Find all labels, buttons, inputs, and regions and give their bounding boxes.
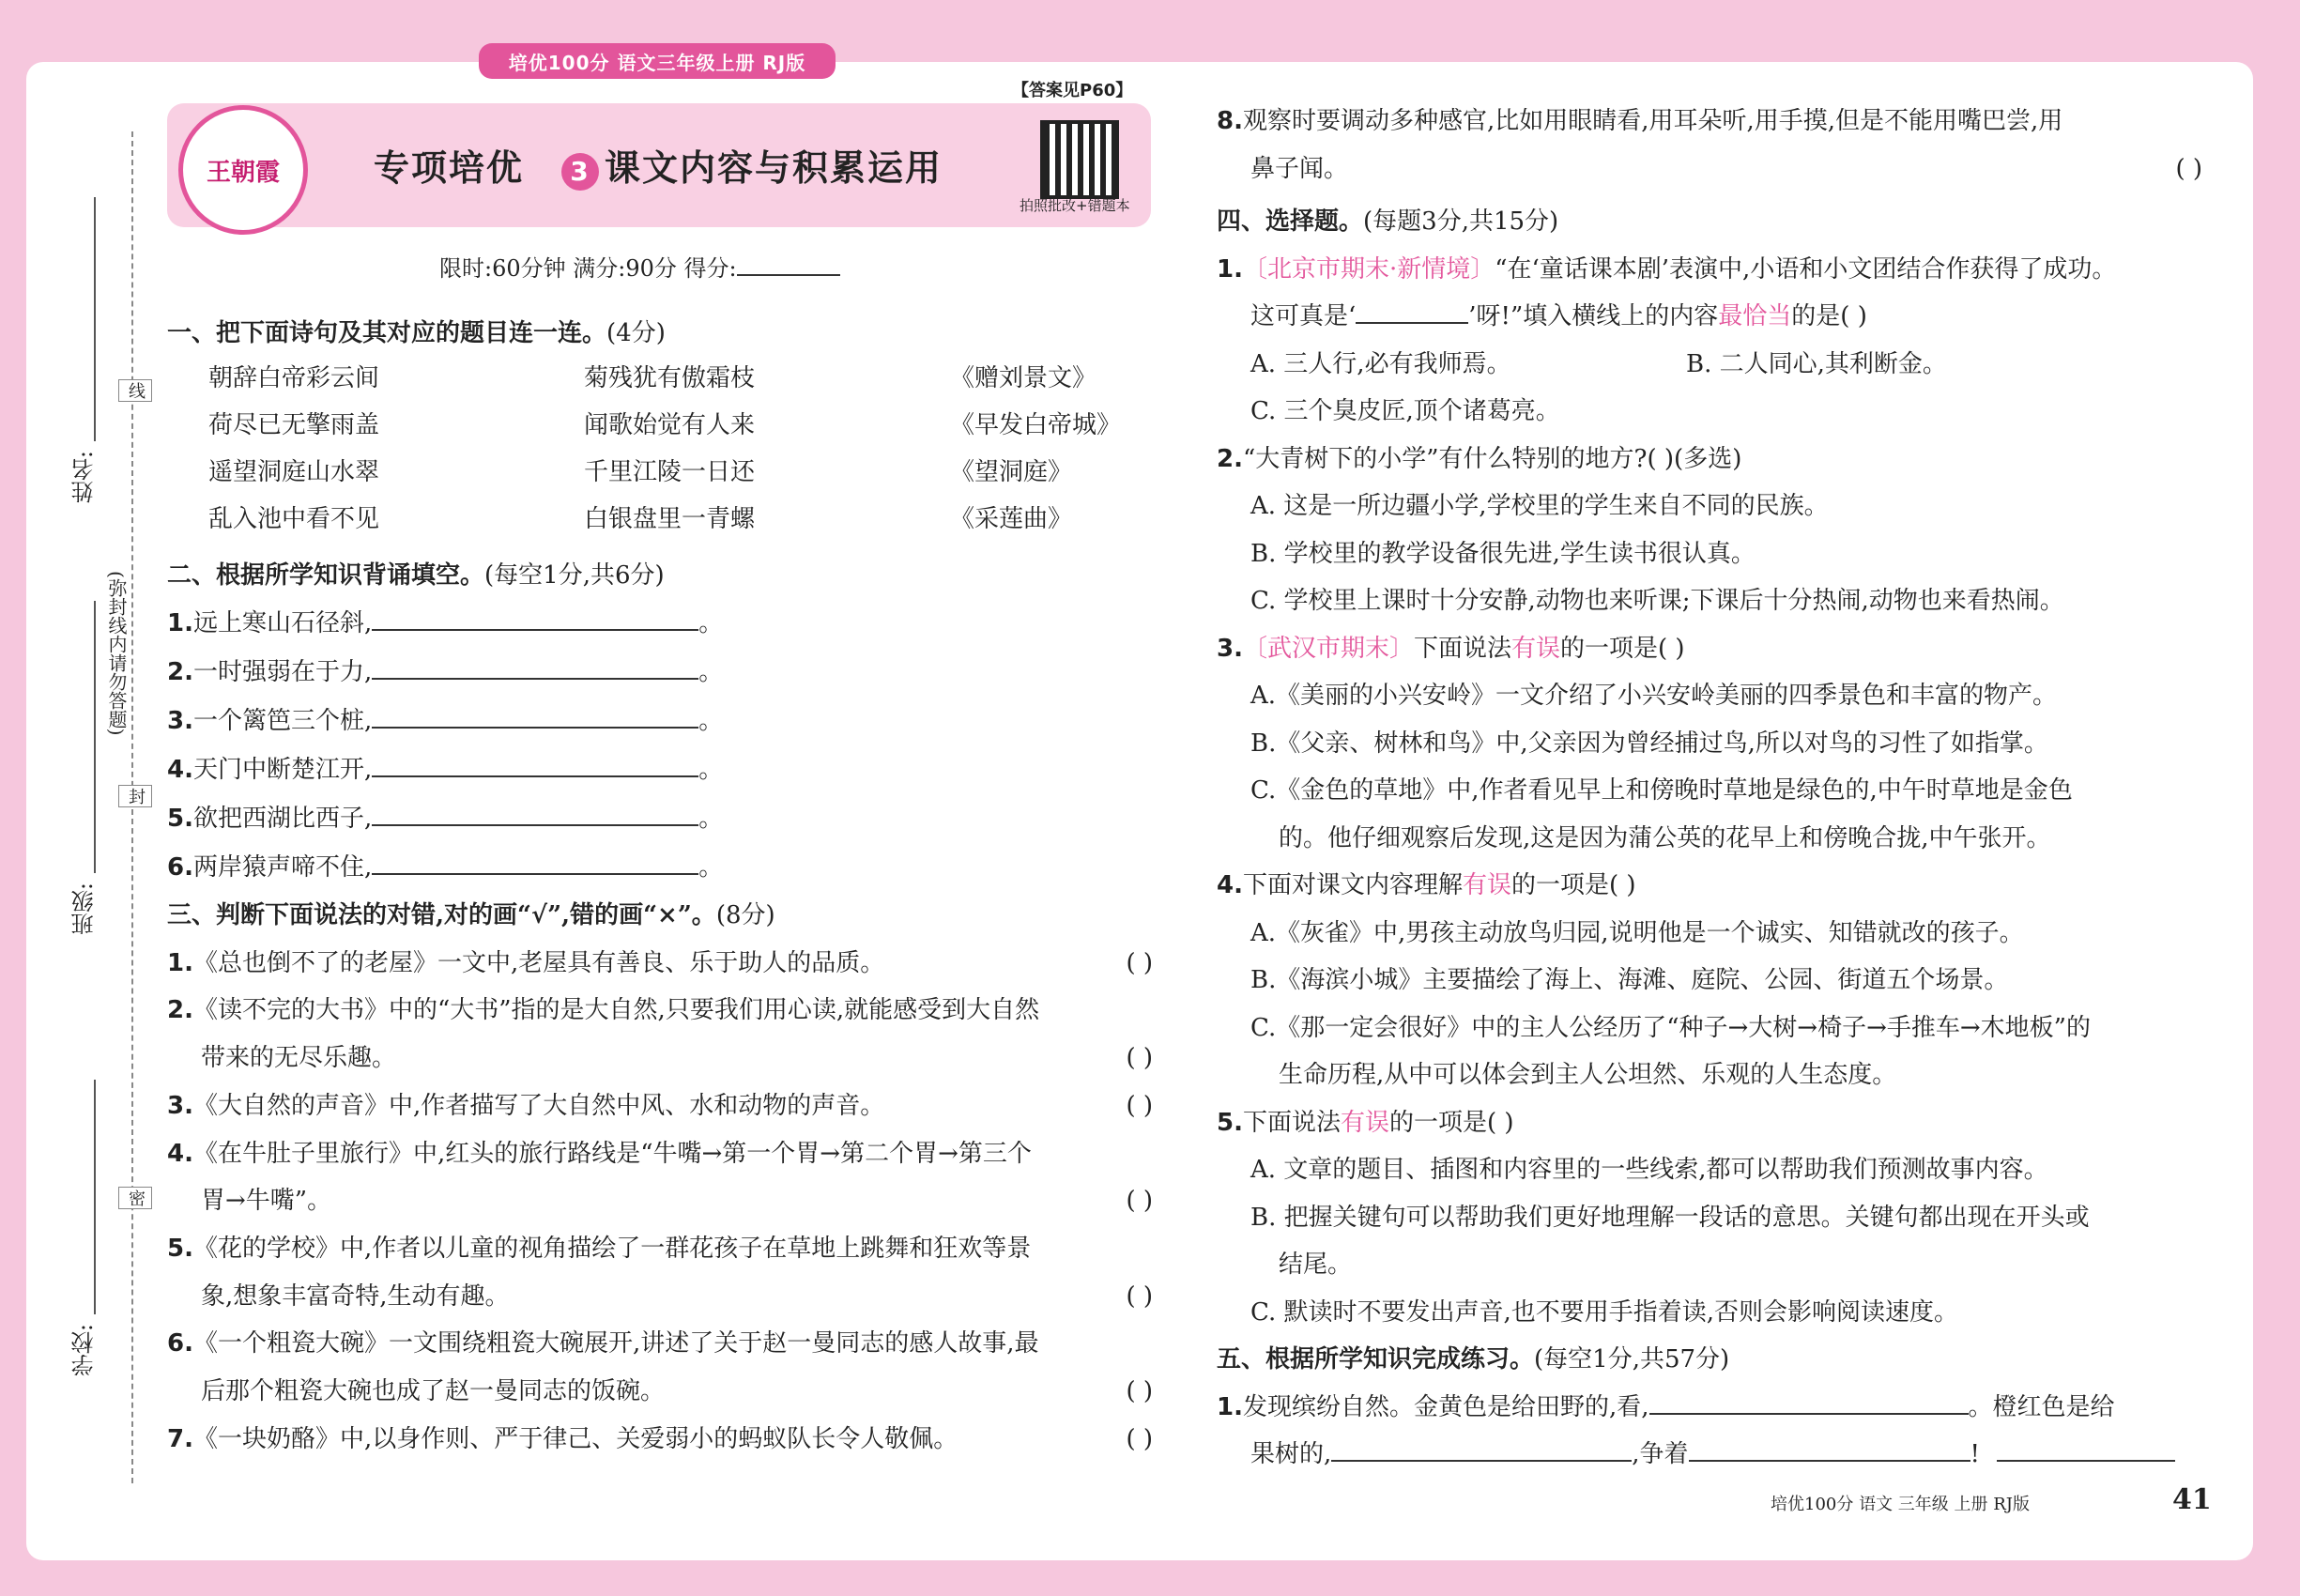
poem-match-grid: [167, 355, 1153, 543]
judge-item: 4.《在牛肚子里旅行》中,红头的旅行路线是“牛嘴→第一个胃→第二个胃→第三个: [167, 1139, 1032, 1168]
poem-title[interactable]: 《采莲曲》: [950, 505, 1073, 533]
judge-item-cont: 鼻子闻。 ( ): [1217, 146, 2202, 193]
poem-line[interactable]: 遥望洞庭山水翠: [208, 458, 380, 486]
brand-logo: 王朝霞: [178, 105, 308, 235]
fill-question-cont: 果树的, ,争着 !: [1217, 1431, 2202, 1479]
answer-paren[interactable]: ( ): [1126, 1377, 1153, 1406]
recite-item: 3.一个篱笆三个桩, 。: [167, 697, 1153, 745]
choice-option[interactable]: C.《金色的草地》中,作者看见早上和傍晚时草地是绿色的,中午时草地是金色: [1250, 776, 2073, 805]
seal-line: [131, 131, 133, 1483]
seal-note: (弥封线内请勿答题): [105, 571, 128, 736]
choice-option[interactable]: C. 学校里上课时十分安静,动物也来听课;下课后十分热闹,动物也来看热闹。: [1250, 587, 2064, 615]
answer-reference: 【答案见P60】: [1012, 81, 1133, 100]
choice-option[interactable]: B. 把握关键句可以帮助我们更好地理解一段话的意思。关键句都出现在开头或: [1250, 1203, 2090, 1232]
poem-line[interactable]: 荷尽已无擎雨盖: [208, 411, 380, 439]
choice-option[interactable]: A.《灰雀》中,男孩主动放鸟归园,说明他是一个诚实、知错就改的孩子。: [1250, 918, 2024, 947]
recite-item: 1.远上寒山石径斜, 。: [167, 599, 1153, 648]
section3-heading: 三、判断下面说法的对错,对的画“√”,错的画“×”。(8分): [167, 901, 775, 929]
judge-section: [167, 892, 1153, 1463]
poem-line[interactable]: 菊残犹有傲霜枝: [584, 364, 756, 392]
qr-code-icon[interactable]: [1040, 120, 1119, 199]
recite-blank[interactable]: [372, 753, 698, 777]
choice-option[interactable]: B.《父亲、树林和鸟》中,父亲因为曾经捕过鸟,所以对鸟的习性了如指掌。: [1250, 729, 2048, 758]
school-field[interactable]: [94, 1080, 96, 1314]
choice-question-cont: 这可真是‘ ’呀!”填入横线上的内容最恰当的是( ): [1217, 293, 2202, 341]
right-column: [1217, 98, 2202, 1479]
choice-option[interactable]: B. 学校里的教学设备很先进,学生读书很认真。: [1250, 539, 1756, 568]
choice-option[interactable]: A. 三人行,必有我师焉。 B. 二人同心,其利断金。: [1217, 341, 2202, 389]
judge-item-cont: 带来的无尽乐趣。 ( ): [167, 1035, 1153, 1082]
recite-item: 6.两岸猿声啼不住, 。: [167, 843, 1153, 892]
poem-title[interactable]: 《赠刘景文》: [950, 364, 1097, 392]
choice-option-cont: 结尾。: [1279, 1251, 1353, 1279]
choice-option[interactable]: C.《那一定会很好》中的主人公经历了“种子→大树→椅子→手推车→木地板”的: [1250, 1013, 2091, 1042]
exam-limits: [439, 250, 840, 283]
choice-option[interactable]: A.《美丽的小兴安岭》一文介绍了小兴安岭美丽的四季景色和丰富的物产。: [1250, 682, 2058, 710]
judge-item: 1.《总也倒不了的老屋》一文中,老屋具有善良、乐于助人的品质。 ( ): [167, 940, 1153, 988]
limits-text: 限时:60分钟 满分:90分 得分:: [439, 255, 737, 282]
fill-blank[interactable]: [1689, 1437, 1970, 1462]
choice-option[interactable]: C. 默读时不要发出声音,也不要用手指着读,否则会影响阅读速度。: [1250, 1297, 1959, 1327]
name-field[interactable]: [94, 197, 96, 441]
recite-blank[interactable]: [372, 655, 698, 680]
fill-question: 1.发现缤纷自然。金黄色是给田野的,看, 。橙红色是给: [1217, 1384, 2202, 1432]
book-tab: 培优100分 语文三年级上册 RJ版: [479, 43, 836, 79]
choice-question: 2.“大青树下的小学”有什么特别的地方?( )(多选): [1217, 444, 1742, 473]
seal-tag-line: 线: [118, 379, 152, 402]
fill-blank[interactable]: [1997, 1437, 2175, 1462]
section4-heading: 四、选择题。(每题3分,共15分): [1217, 207, 1559, 236]
title-number: 3: [561, 153, 599, 191]
section5-heading: 五、根据所学知识完成练习。(每空1分,共57分): [1217, 1345, 1730, 1373]
title-main: 课文内容与积累运用: [605, 147, 943, 189]
poem-line[interactable]: 乱入池中看不见: [208, 505, 380, 533]
seal-tag-seal: 封: [118, 785, 152, 807]
recite-blank[interactable]: [372, 606, 698, 631]
choice-option-cont: 的。他仔细观察后发现,这是因为蒲公英的花早上和傍晚合拢,中午张开。: [1279, 823, 2051, 852]
poem-line[interactable]: 千里江陵一日还: [584, 458, 756, 486]
title-prefix: 专项培优: [374, 147, 525, 189]
judge-item-cont: 后那个粗瓷大碗也成了赵一曼同志的饭碗。 ( ): [167, 1368, 1153, 1416]
recite-list: [167, 599, 1153, 892]
choice-question: 4.下面对课文内容理解有误的一项是( ): [1217, 871, 1636, 899]
source-tag: 〔北京市期末·新情境〕: [1242, 254, 1495, 284]
poem-title[interactable]: 《早发白帝城》: [950, 411, 1122, 439]
judge-item: 2.《读不完的大书》中的“大书”指的是大自然,只要我们用心读,就能感受到大自然: [167, 996, 1040, 1025]
answer-paren[interactable]: ( ): [1126, 1281, 1153, 1311]
judge-item: 5.《花的学校》中,作者以儿童的视角描绘了一群花孩子在草地上跳舞和狂欢等景: [167, 1234, 1032, 1263]
choice-question: 5.下面说法有误的一项是( ): [1217, 1108, 1514, 1137]
recite-item: 5.欲把西湖比西子, 。: [167, 794, 1153, 843]
school-label: 学校:: [71, 1324, 98, 1377]
judge-item: 6.《一个粗瓷大碗》一文围绕粗瓷大碗展开,讲述了关于赵一曼同志的感人故事,最: [167, 1329, 1039, 1358]
seal-tag-secret: 密: [118, 1187, 152, 1209]
section2-heading: 二、根据所学知识背诵填空。(每空1分,共6分): [167, 561, 665, 590]
choice-question: 1.〔北京市期末·新情境〕“在‘童话课本剧’表演中,小语和小文团结合作获得了成功。: [1217, 254, 2117, 284]
choice-question: 3.〔武汉市期末〕下面说法有误的一项是( ): [1217, 634, 1685, 663]
choice-option[interactable]: A. 这是一所边疆小学,学校里的学生来自不同的民族。: [1250, 492, 1829, 520]
name-label: 姓名:: [71, 451, 98, 504]
answer-paren[interactable]: ( ): [2175, 154, 2202, 183]
score-field[interactable]: [737, 255, 840, 276]
fill-blank[interactable]: [1649, 1390, 1969, 1415]
choice-option-b[interactable]: B. 二人同心,其利断金。: [1686, 349, 1947, 378]
recite-item: 2.一时强弱在于力, 。: [167, 648, 1153, 697]
choice-option[interactable]: A. 文章的题目、插图和内容里的一些线索,都可以帮助我们预测故事内容。: [1250, 1156, 2048, 1184]
fill-blank[interactable]: [1331, 1437, 1632, 1462]
poem-title[interactable]: 《望洞庭》: [950, 458, 1073, 486]
poem-line[interactable]: 闻歌始觉有人来: [584, 411, 756, 439]
poem-line[interactable]: 朝辞白帝彩云间: [208, 364, 380, 392]
page-title: [374, 139, 943, 191]
judge-item: 7.《一块奶酪》中,以身作则、严于律己、关爱弱小的蚂蚁队长令人敬佩。 ( ): [167, 1416, 1153, 1464]
choice-option-cont: 生命历程,从中可以体会到主人公坦然、乐观的人生态度。: [1279, 1061, 1897, 1089]
source-tag: 〔武汉市期末〕: [1242, 634, 1414, 663]
class-label: 班级:: [71, 882, 98, 936]
page-number: 41: [2172, 1483, 2212, 1516]
choice-option[interactable]: B.《海滨小城》主要描绘了海上、海滩、庭院、公园、街道五个场景。: [1250, 966, 2009, 994]
class-field[interactable]: [94, 601, 96, 873]
answer-paren[interactable]: ( ): [1126, 1424, 1153, 1453]
choice-option[interactable]: C. 三个臭皮匠,顶个诸葛亮。: [1250, 397, 1560, 425]
judge-item-cont: 象,想象丰富奇特,生动有趣。 ( ): [167, 1273, 1153, 1321]
poem-line[interactable]: 白银盘里一青螺: [584, 505, 756, 533]
answer-paren[interactable]: ( ): [1126, 948, 1153, 977]
left-column: [167, 314, 1153, 1463]
section1-heading: 一、把下面诗句及其对应的题目连一连。(4分): [167, 319, 666, 347]
judge-item: 3.《大自然的声音》中,作者描写了大自然中风、水和动物的声音。 ( ): [167, 1082, 1153, 1130]
recite-blank[interactable]: [372, 802, 698, 826]
page-footer: 培优100分 语文 三年级 上册 RJ版: [1771, 1495, 2031, 1514]
answer-paren[interactable]: ( ): [1126, 1044, 1153, 1073]
answer-paren[interactable]: ( ): [1126, 1187, 1153, 1216]
recite-blank[interactable]: [372, 851, 698, 875]
recite-blank[interactable]: [372, 704, 698, 729]
recite-item: 4.天门中断楚江开, 。: [167, 745, 1153, 794]
choice-blank[interactable]: [1356, 299, 1468, 324]
judge-item: 8.观察时要调动多种感官,比如用眼睛看,用耳朵听,用手摸,但是不能用嘴巴尝,用: [1217, 107, 2063, 135]
qr-caption: 拍照批改+错题本: [1020, 197, 1130, 214]
answer-paren[interactable]: ( ): [1126, 1091, 1153, 1120]
judge-item-cont: 胃→牛嘴”。 ( ): [167, 1177, 1153, 1225]
